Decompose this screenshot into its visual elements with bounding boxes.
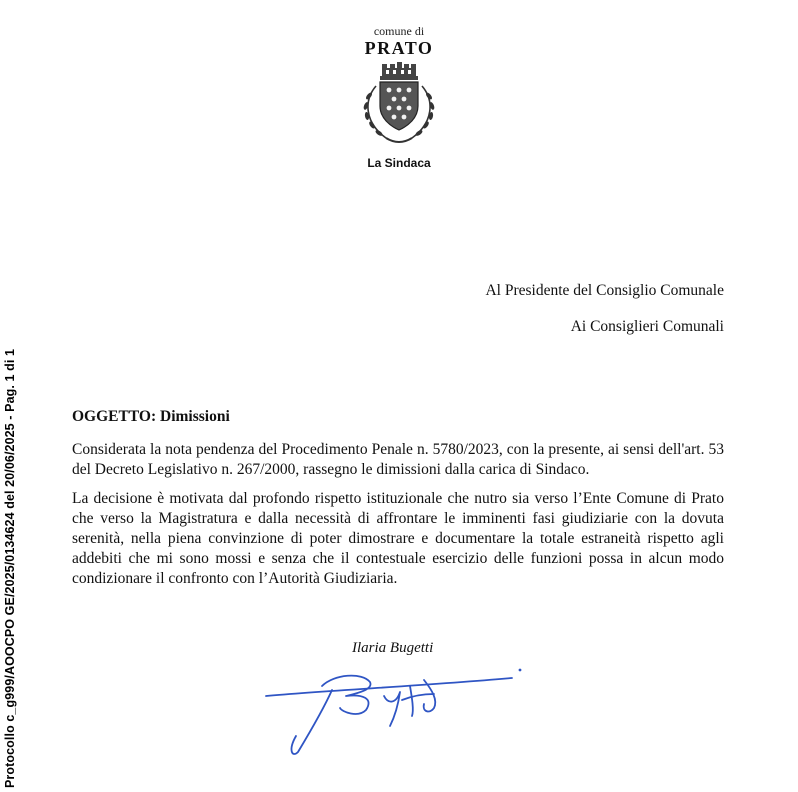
protocol-stamp: Protocollo c_g999/AOOCPO GE/2025/0134624 del 20/06/2025 - Pag. 1 di 1 <box>3 348 17 788</box>
handwritten-signature-icon <box>262 660 532 760</box>
comune-di-label: comune di <box>373 24 425 38</box>
recipient-president: Al Presidente del Consiglio Comunale <box>485 282 724 299</box>
office-label: La Sindaca <box>367 156 431 170</box>
body-paragraph: La decisione è motivata dal profondo rispetto istituzionale che nutro sia verso l’Ente Comune di Prato che verso la Magistratura e dalla necessità di affrontare le imminenti fasi giudiziarie con la dovuta serenità, nella piena convinzione di poter dimostrare e documentare la totale estraneità rispetto agli addebiti che mi sono mossi e senza che il contestuale esercizio delle funzioni possa in alcun modo condizionare il confronto con l’Autorità Giudiziaria. <box>72 490 724 587</box>
letterhead <box>299 24 499 170</box>
city-name: PRATO <box>364 38 434 58</box>
recipient-councillors: Ai Consiglieri Comunali <box>570 318 724 335</box>
recipients-block <box>485 280 724 338</box>
coat-of-arms-icon <box>356 62 442 150</box>
signer-name: Ilaria Bugetti <box>352 640 434 656</box>
body-paragraph: Considerata la nota pendenza del Procedimento Penale n. 5780/2023, con la presente, ai sensi dell'art. 53 del Decreto Legislativo n. 267/2000, rassegno le dimissioni dalla carica di Sindaco. <box>72 441 724 478</box>
subject-line: OGGETTO: Dimissioni <box>72 408 230 425</box>
